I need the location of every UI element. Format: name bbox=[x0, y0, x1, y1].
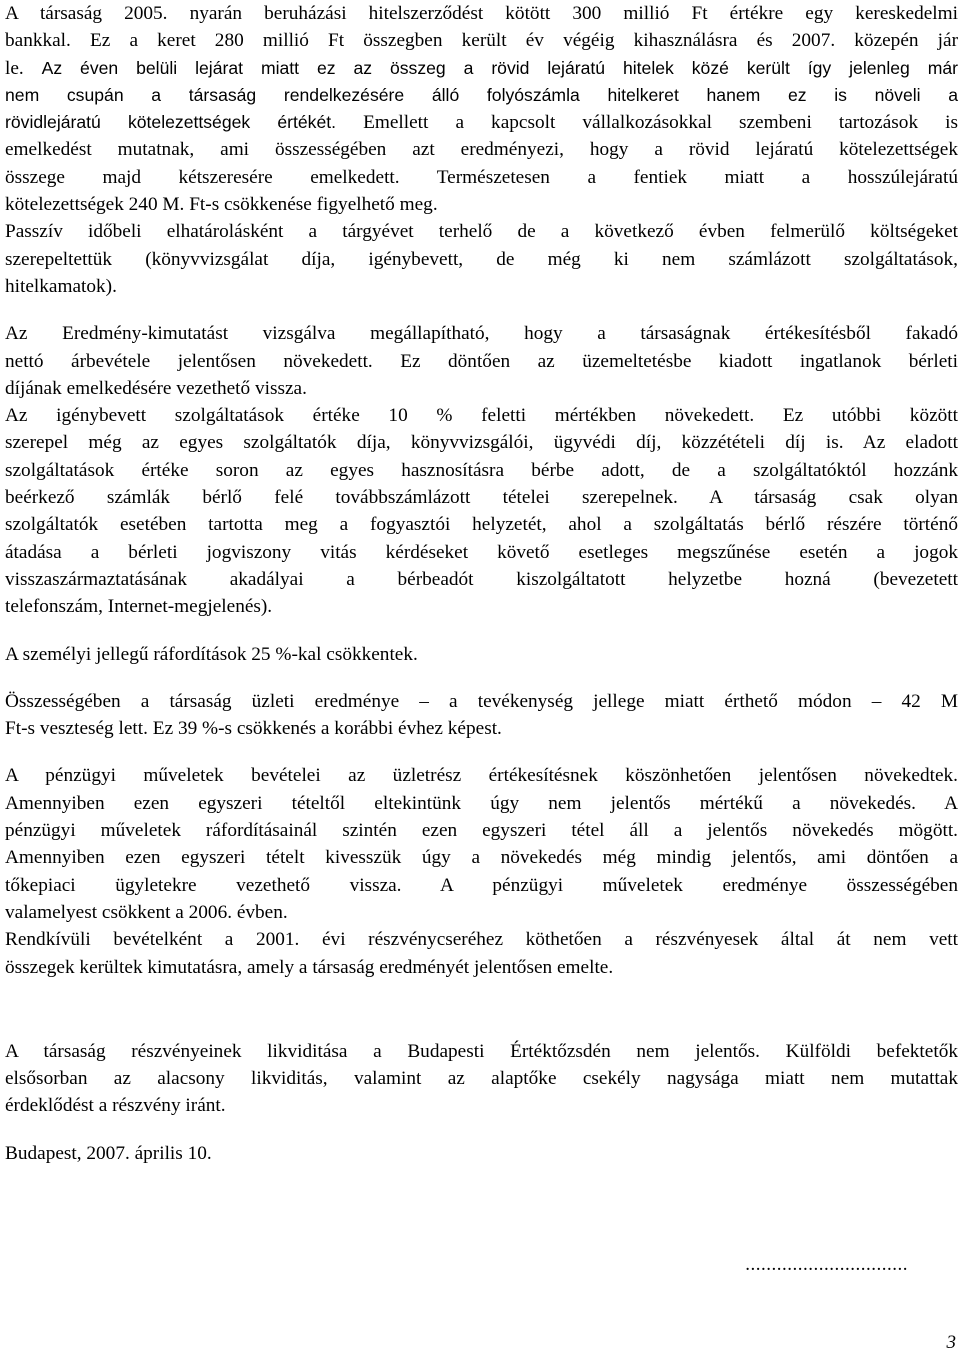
text-line: Ft-s veszteség lett. Ez 39 %-s csökkenés a korábbi évhez képest. bbox=[5, 718, 502, 740]
text-fragment: Az éven belüli lejárat miatt ez az összeg a rövid lejáratú hitelek közé került így jelenleg már bbox=[41, 57, 959, 78]
paragraph-personnel bbox=[5, 641, 958, 668]
document-page bbox=[5, 0, 958, 1167]
text-line: emelkedést mutatnak, ami összességében azt eredményezi, hogy a rövid lejáratú kötelezettségek bbox=[5, 139, 958, 161]
text-line: érdeklődést a részvény iránt. bbox=[5, 1095, 226, 1117]
page-number: 3 bbox=[946, 1332, 956, 1353]
text-line: Amennyiben ezen egyszeri tételt kivesszük úgy a növekedés még mindig jelentős, ami döntően a bbox=[5, 847, 958, 869]
text-line: Az Eredmény-kimutatást vizsgálva megállapítható, hogy a társaságnak értékesítésből fakadó bbox=[5, 323, 958, 345]
text-line: kötelezettségek 240 M. Ft-s csökkenése figyelhető meg. bbox=[5, 194, 438, 216]
signature-line: ............................... bbox=[745, 1254, 908, 1275]
paragraph-income-statement bbox=[5, 320, 958, 402]
text-line: nettó árbevétele jelentősen növekedett. Ez döntően az üzemeltetésbe kiadott ingatlanok bérleti bbox=[5, 350, 958, 372]
text-line: összegek kerültek kimutatásra, amely a társaság eredményét jelentősen emelte. bbox=[5, 956, 614, 978]
paragraph-business-result bbox=[5, 688, 958, 743]
text-line: beérkező számlák bérlő felé továbbszámlázott tételei szerepelnek. A társaság csak olyan bbox=[5, 487, 958, 509]
text-line: Passzív időbeli elhatárolásként a tárgyévet terhelő de a következő évben felmerülő költségeket bbox=[5, 221, 958, 243]
text-line: szolgáltatások értéke soron az egyes hasznosításra bérbe adott, de a szolgáltatóktól hozzánk bbox=[5, 459, 958, 481]
text-line: A pénzügyi műveletek bevételei az üzletrész értékesítésnek köszönhetően jelentősen növekedtek. bbox=[5, 765, 958, 787]
paragraph-accruals bbox=[5, 218, 958, 300]
text-line: tőkepiaci ügyletekre vezethető vissza. A pénzügyi műveletek eredménye összességében bbox=[5, 874, 958, 896]
text-line: visszaszármaztatásának akadályai a bérbeadót kiszolgáltatott helyzetbe hozná (bevezetett bbox=[5, 568, 958, 590]
text-line: bankkal. Ez a keret 280 millió Ft összegben került év végéig kihasználásra és 2007. közepén jár bbox=[5, 30, 958, 52]
text-line: pénzügyi műveletek ráfordításainál szintén ezen egyszeri tétel áll a jelentős növekedés mögött. bbox=[5, 820, 958, 842]
text-line: valamelyest csökkent a 2006. évben. bbox=[5, 901, 288, 923]
paragraph-liquidity bbox=[5, 1038, 958, 1120]
text-line: A személyi jellegű ráfordítások 25 %-kal csökkentek. bbox=[5, 643, 418, 665]
text-line: szerepel még az egyes szolgáltatók díja, könyvvizsgálói, ügyvédi díj, közzétételi díj is. Az eladott bbox=[5, 432, 958, 454]
paragraph-services bbox=[5, 402, 958, 620]
text-line: A társaság 2005. nyarán beruházási hitelszerződést kötött 300 millió Ft értékre egy kereskedelmi bbox=[5, 3, 958, 24]
text-line: telefonszám, Internet-megjelenés). bbox=[5, 596, 273, 618]
text-line: díjának emelkedésére vezethető vissza. bbox=[5, 377, 307, 399]
document-date: Budapest, 2007. április 10. bbox=[5, 1142, 212, 1164]
text-line: A társaság részvényeinek likviditása a Budapesti Értéktőzsdén nem jelentős. Külföldi befektetők bbox=[5, 1040, 958, 1062]
paragraph-financial-operations bbox=[5, 762, 958, 980]
text-line: átadása a bérleti jogviszony vitás kérdéseket követő esetleges megszűnése esetén a jogok bbox=[5, 541, 958, 563]
text-line: Összességében a társaság üzleti eredménye – a tevékenység jellege miatt érthető módon – 42 M bbox=[5, 690, 958, 712]
text-line: Amennyiben ezen egyszeri tételtől eltekintünk úgy nem jelentős mértékű a növekedés. A bbox=[5, 792, 958, 814]
paragraph-financing bbox=[5, 0, 958, 218]
text-line: Az igénybevett szolgáltatások értéke 10 % feletti mértékben növekedett. Ez utóbbi között bbox=[5, 405, 958, 427]
text-line: elsősorban az alacsony likviditás, valamint az alaptőke csekély nagysága miatt nem mutattak bbox=[5, 1068, 958, 1090]
text-line: szerepeltettük (könyvvizsgálat díja, igénybevett, de még ki nem számlázott szolgáltatások, bbox=[5, 248, 958, 270]
text-line: nem csupán a társaság rendelkezésére álló folyószámla hitelkeret hanem ez is növeli a bbox=[5, 84, 958, 105]
text-line: összege majd kétszeresére emelkedett. Természetesen a fentiek miatt a hosszúlejáratú bbox=[5, 166, 958, 188]
date-line bbox=[5, 1140, 958, 1167]
text-line bbox=[5, 109, 958, 136]
text-line bbox=[5, 55, 958, 82]
text-fragment: Emellett a kapcsolt vállalkozásokkal szembeni tartozások is bbox=[363, 112, 959, 134]
text-line: Rendkívüli bevételként a 2001. évi részvénycseréhez köthetően a részvényesek által át nem vett bbox=[5, 929, 958, 951]
text-line: hitelkamatok). bbox=[5, 275, 117, 297]
text-fragment: rövidlejáratú kötelezettségek értékét. bbox=[5, 112, 337, 133]
text-fragment: le. bbox=[5, 57, 24, 79]
text-line: szolgáltatók esetében tartotta meg a fogyasztói helyzetét, ahol a szolgáltatás bérlő részére történő bbox=[5, 514, 958, 536]
